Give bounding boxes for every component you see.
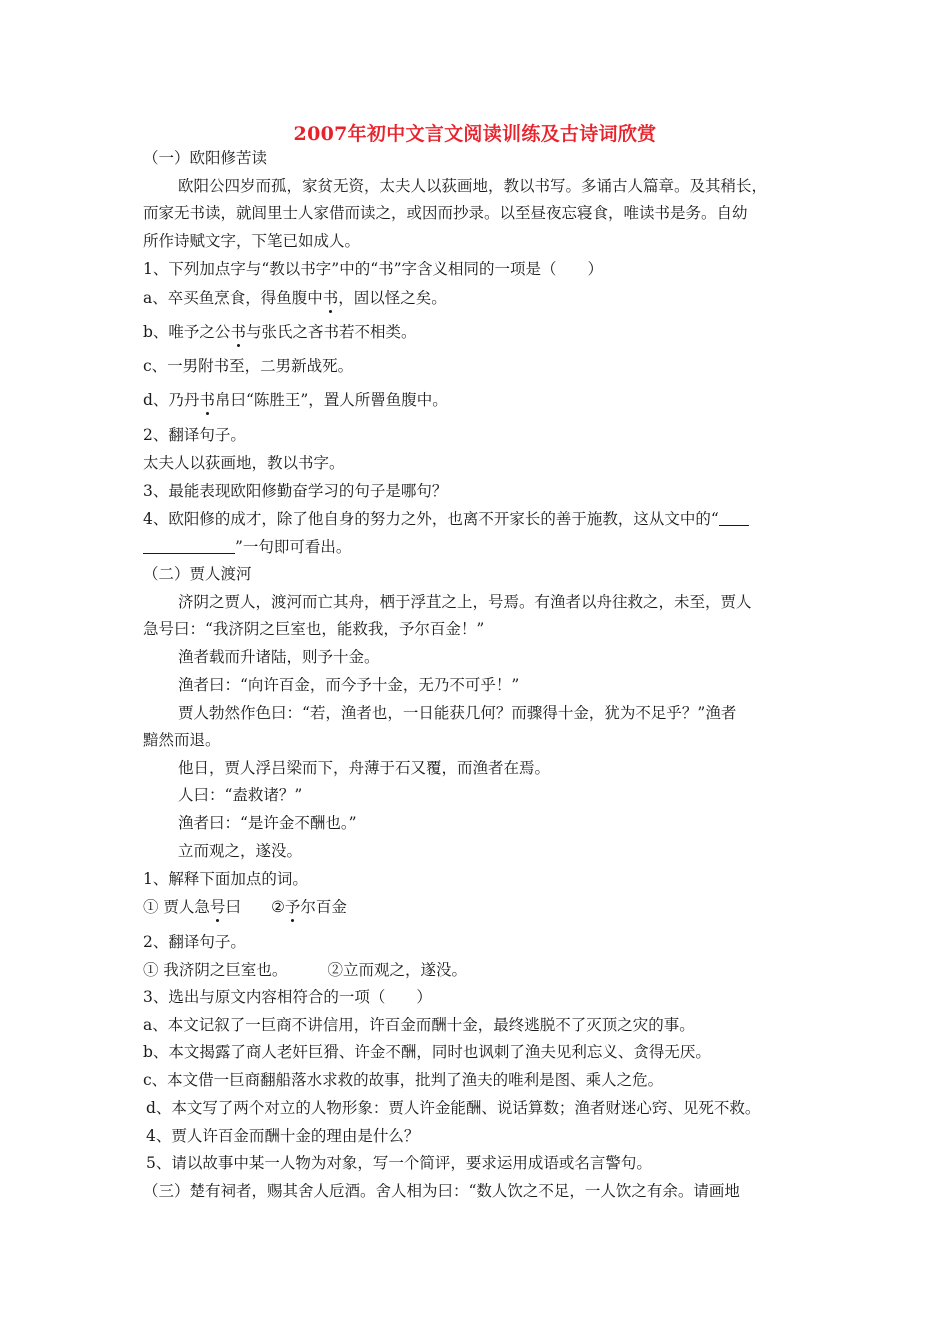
question-text: 4、欧阳修的成才，除了他自身的努力之外，也离不开家长的善于施教，这从文中的“ [143,510,719,528]
item-text: ① 贾人急 [143,898,210,916]
s1-question-4 [143,509,749,529]
dotted-character: 书 [199,391,215,409]
s2-paragraph-line: 急号曰：“我济阴之巨室也，能救我，予尔百金！” [143,620,485,638]
s1-question-4-cont [143,537,351,557]
answer-blank [719,525,749,526]
s1-question-3: 3、最能表现欧阳修勤奋学习的句子是哪句？ [143,482,448,500]
option-text: ，固以怪之矣。 [338,289,447,307]
option-text: a、卒买鱼烹食，得鱼腹中 [143,289,323,307]
s2-question-1-items [143,897,347,917]
s2-option-d: d、本文写了两个对立的人物形象：贾人许金能酬、说话算数；渔者财迷心窍、见死不救。 [146,1099,761,1117]
s1-question-2: 2、翻译句子。 [143,426,246,444]
s2-paragraph-line: 渔者曰：“是许金不酬也。” [178,814,357,832]
s1-question-2-sentence: 太夫人以荻画地，教以书字。 [143,454,345,472]
item-text: ① 我济阴之巨室也。 [143,961,288,979]
s1-paragraph-line: 所作诗赋文字，下笔已如成人。 [143,232,361,250]
s2-option-b: b、本文揭露了商人老奸巨猾、许金不酬，同时也讽刺了渔夫见利忘义、贪得无厌。 [143,1043,711,1061]
item-text: ② [270,898,285,916]
item-text: 尔百金 [300,898,347,916]
document-title: 2007年初中文言文阅读训练及古诗词欣赏 [293,123,657,145]
item-text: ②立而观之，遂没。 [327,961,467,979]
s2-question-5: 5、请以故事中某一人物为对象，写一个简评，要求运用成语或名言警句。 [146,1154,652,1172]
dotted-character: 书 [322,289,339,307]
s2-paragraph-line: 渔者曰：“向许百金，而今予十金，无乃不可乎！” [178,676,520,694]
s1-option-d [143,390,448,410]
s2-question-3: 3、选出与原文内容相符合的一项（ ） [143,988,432,1006]
s2-paragraph-line: 黯然而退。 [143,731,221,749]
item-text: 曰 [225,898,241,916]
s2-paragraph-line: 人曰：“盍救诸？” [178,786,303,804]
s2-paragraph-line: 他日，贾人浮吕梁而下，舟薄于石又覆，而渔者在焉。 [178,759,551,777]
s1-option-a [143,288,447,308]
s2-paragraph-line: 渔者载而升诸陆，则予十金。 [178,648,380,666]
option-text: d、乃丹 [143,391,200,409]
s2-question-2-items [143,960,467,980]
answer-blank [143,553,235,554]
s1-option-c: c、一男附书至，二男新战死。 [143,357,354,375]
option-text: 帛曰“陈胜王”，置人所罾鱼腹中。 [214,391,448,409]
s1-paragraph-line: 欧阳公四岁而孤，家贫无资，太夫人以荻画地，教以书写。多诵古人篇章。及其稍长， [178,177,768,195]
option-text: 与张氏之吝书若不相类。 [245,323,417,341]
section-3-line: （三）楚有祠者，赐其舍人卮酒。舍人相为曰：“数人饮之不足，一人饮之有余。请画地 [143,1182,740,1200]
dotted-character: 予 [284,898,301,916]
s2-question-4: 4、贾人许百金而酬十金的理由是什么？ [146,1127,420,1145]
s2-question-1: 1、解释下面加点的词。 [143,870,308,888]
s2-paragraph-line: 立而观之，遂没。 [178,842,303,860]
section-2-heading: （二）贾人渡河 [143,565,252,583]
s2-paragraph-line: 贾人勃然作色曰：“若，渔者也，一日能获几何？而骤得十金，犹为不足乎？”渔者 [178,704,737,722]
option-text: b、唯予之公 [143,323,231,341]
s2-paragraph-line: 济阴之贾人，渡河而亡其舟，栖于浮苴之上，号焉。有渔者以舟往救之，未至，贾人 [178,593,752,611]
dotted-character: 号 [209,898,226,916]
s2-option-c: c、本文借一巨商翻船落水求救的故事，批判了渔夫的唯利是图、乘人之危。 [143,1071,664,1089]
dotted-character: 书 [230,323,246,341]
question-text: ”一句即可看出。 [235,538,352,556]
s2-option-a: a、本文记叙了一巨商不讲信用，许百金而酬十金，最终逃脱不了灭顶之灾的事。 [143,1016,695,1034]
section-1-heading: （一）欧阳修苦读 [143,149,268,167]
s1-question-1: 1、下列加点字与“教以书字”中的“书”字含义相同的一项是（ ） [143,260,604,278]
s1-paragraph-line: 而家无书读，就闾里士人家借而读之，或因而抄录。以至昼夜忘寝食，唯读书是务。自幼 [143,204,748,222]
s1-option-b [143,322,416,342]
s2-question-2: 2、翻译句子。 [143,933,246,951]
